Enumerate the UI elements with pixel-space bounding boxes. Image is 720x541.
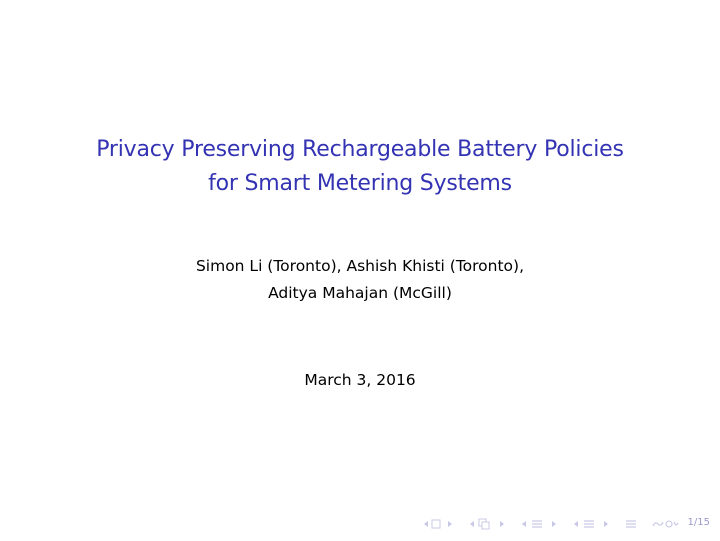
nav-section-group[interactable] — [520, 518, 560, 530]
nav-subsubsection-group[interactable] — [572, 518, 612, 530]
title-line-2: for Smart Metering Systems — [208, 171, 512, 196]
nav-frame-icon[interactable] — [422, 518, 456, 530]
page-indicator: 1/15 — [687, 517, 710, 528]
beamer-navigation-bar — [422, 515, 692, 533]
nav-appendix-icon[interactable] — [624, 518, 638, 530]
nav-subsection-group[interactable] — [468, 518, 508, 530]
nav-search-icon[interactable] — [650, 518, 680, 530]
authors-line-1: Simon Li (Toronto), Ashish Khisti (Toronto), — [195, 257, 525, 275]
nav-frame-group[interactable] — [422, 518, 456, 530]
slide-title — [0, 133, 720, 201]
presentation-date: March 3, 2016 — [304, 371, 416, 389]
nav-subsubsection-icon[interactable] — [572, 518, 612, 530]
title-line-1: Privacy Preserving Rechargeable Battery Policies — [96, 137, 624, 162]
nav-section-icon[interactable] — [520, 518, 560, 530]
authors — [0, 253, 720, 307]
nav-subsection-icon[interactable] — [468, 518, 508, 530]
authors-line-2: Aditya Mahajan (McGill) — [268, 284, 452, 302]
